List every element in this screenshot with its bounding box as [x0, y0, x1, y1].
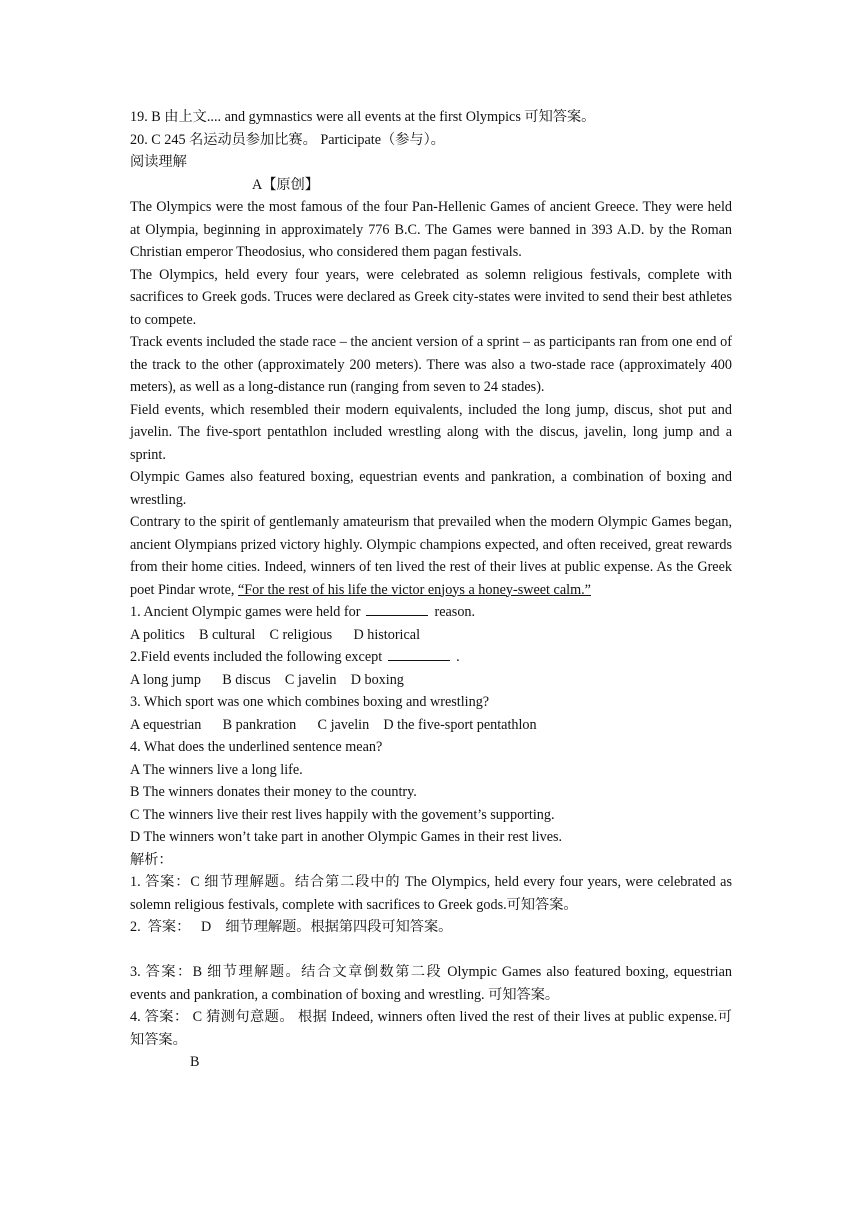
- analysis-answer-4: 4. 答案： C 猜测句意题。 根据 Indeed, winners often lived the rest of their lives at public expense.可知答案。: [130, 1009, 732, 1048]
- passage-paragraph-4: Field events, which resembled their modern equivalents, included the long jump, discus, shot put and javelin. The five-sport pentathlon included wrestling along with the discus, javelin, long jump and a sprint.: [130, 401, 732, 463]
- underlined-sentence: “For the rest of his life the victor enjoys a honey-sweet calm.”: [237, 581, 591, 598]
- passage-b-heading: B: [190, 1054, 200, 1070]
- question-3-options: A equestrian B pankration C javelin D the five-sport pentathlon: [130, 716, 537, 733]
- passage-paragraph-6-text: Contrary to the spirit of gentlemanly amateurism that prevailed when the modern Olympic Games began, ancient Olympians prized victory highly. Olympic champions expected, and often received, great rewards from their home cities. Indeed, winners of ten lived the rest of their lives at public expense. As the Greek poet Pindar wrote,: [130, 514, 732, 598]
- analysis-answer-3: 3. 答案：B 细节理解题。结合文章倒数第二段 Olympic Games also featured boxing, equestrian events and pankration, a combination of boxing and wrestling. 可知答案。: [130, 964, 732, 1003]
- answer-19: 19. B 由上文.... and gymnastics were all events at the first Olympics 可知答案。: [130, 109, 596, 125]
- passage-paragraph-2: The Olympics, held every four years, were celebrated as solemn religious festivals, complete with sacrifices to Greek gods. Truces were declared as Greek city-states were invited to send their best athletes to compete.: [130, 266, 732, 328]
- document-content: [130, 106, 732, 1074]
- passage-paragraph-1: The Olympics were the most famous of the four Pan-Hellenic Games of ancient Greece. They were held at Olympia, beginning in approximately 776 B.C. The Games were banned in 393 A.D. by the Roman Christian emperor Theodosius, who considered them pagan festivals.: [130, 199, 732, 260]
- blank-line: [130, 939, 732, 962]
- question-4-option-c: C The winners live their rest lives happily with the govement’s supporting.: [130, 806, 555, 823]
- question-1: [130, 601, 732, 624]
- passage-paragraph-3: Track events included the stade race – the ancient version of a sprint – as participants ran from one end of the track to the other (approximately 200 meters). There was also a two-stade race (approximately 400 meters), as well as a long-distance run (ranging from seven to 24 stades).: [130, 334, 732, 395]
- question-2-options: A long jump B discus C javelin D boxing: [130, 671, 404, 688]
- analysis-answer-2: 2. 答案： D 细节理解题。根据第四段可知答案。: [130, 919, 453, 935]
- question-4: 4. What does the underlined sentence mean?: [130, 739, 383, 755]
- answer-20: 20. C 245 名运动员参加比赛。 Participate（参与）。: [130, 131, 445, 148]
- question-1-options: A politics B cultural C religious D historical: [130, 626, 421, 643]
- passage-paragraph-6: [130, 511, 732, 601]
- question-2-suffix: .: [456, 649, 460, 665]
- question-2-blank: [388, 646, 450, 661]
- passage-paragraph-5: Olympic Games also featured boxing, equestrian events and pankration, a combination of boxing and wrestling.: [130, 469, 732, 508]
- analysis-answer-1: 1. 答案：C 细节理解题。结合第二段中的 The Olympics, held every four years, were celebrated as solemn religious festivals, complete with sacrifices to Greek gods.可知答案。: [130, 874, 732, 913]
- question-1-suffix: reason.: [434, 604, 476, 620]
- question-3: 3. Which sport was one which combines boxing and wrestling?: [130, 694, 490, 710]
- question-2: [130, 646, 732, 669]
- passage-a-title: A【原创】: [252, 176, 319, 193]
- question-2-text: 2.Field events included the following except: [130, 649, 383, 665]
- question-1-blank: [366, 601, 428, 616]
- section-heading: 阅读理解: [130, 154, 187, 170]
- question-4-option-a: A The winners live a long life.: [130, 761, 303, 778]
- question-1-text: 1. Ancient Olympic games were held for: [130, 604, 361, 620]
- question-4-option-d: D The winners won’t take part in another Olympic Games in their rest lives.: [130, 829, 563, 845]
- question-4-option-b: B The winners donates their money to the country.: [130, 784, 417, 800]
- analysis-label: 解析：: [130, 851, 173, 868]
